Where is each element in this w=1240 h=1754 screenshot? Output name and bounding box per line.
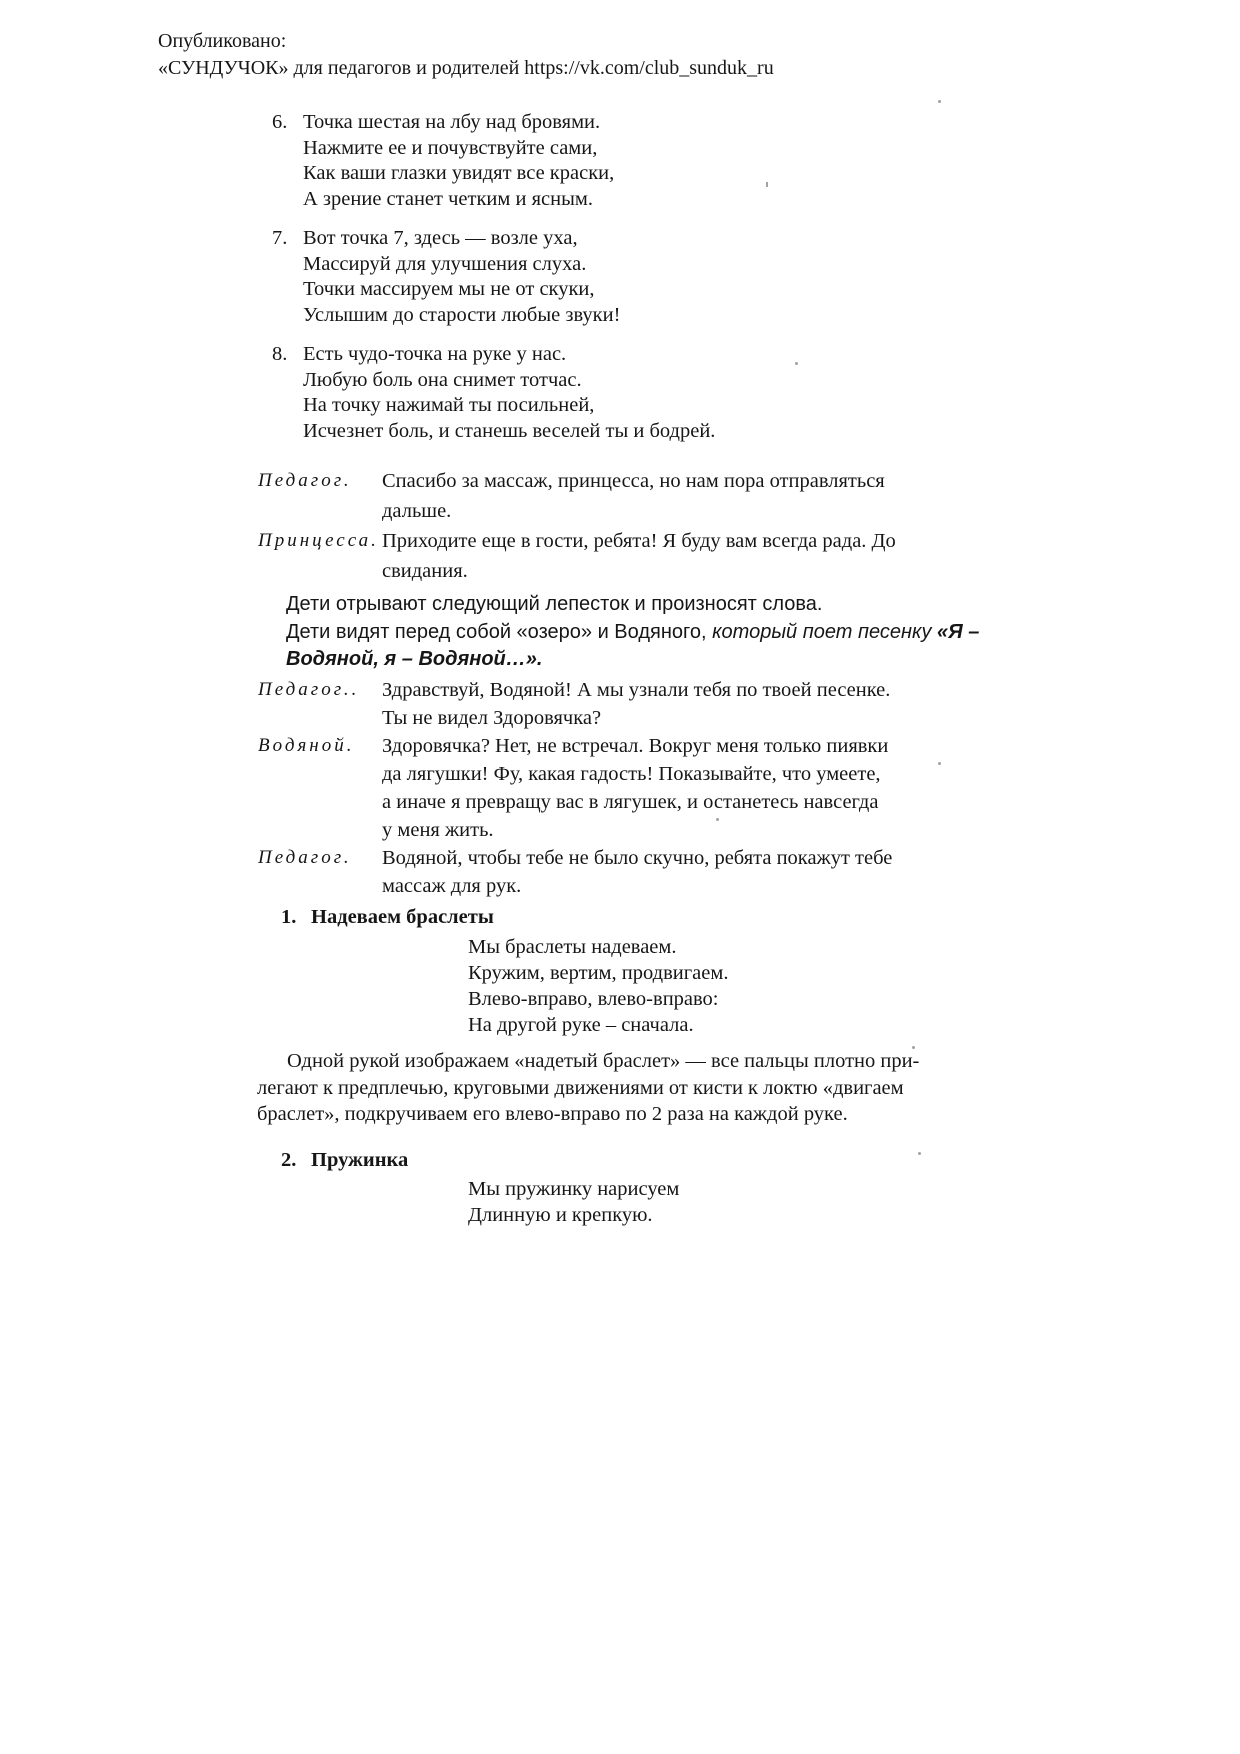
- poem-line: Любую боль она снимет тотчас.: [303, 368, 582, 391]
- dialogue-row: [258, 844, 892, 900]
- speaker-label-vodyanoy: Водяной.: [258, 735, 355, 756]
- poem-item-lines: [303, 342, 715, 444]
- published-label: Опубликовано:: [158, 30, 287, 52]
- poem-item-number: 8.: [272, 343, 288, 365]
- publication-header: [158, 28, 774, 82]
- dialogue-line: дальше.: [382, 500, 452, 522]
- speaker-label-pedagog: Педагог.: [258, 470, 352, 491]
- dialogue-line: а иначе я превращу вас в лягушек, и останетесь навсегда: [382, 791, 879, 813]
- poem-item-lines: [303, 110, 614, 212]
- poem-line: На точку нажимай ты посильней,: [303, 394, 595, 416]
- poem-item-number: 7.: [272, 227, 288, 249]
- exercise-title: Пружинка: [311, 1149, 409, 1171]
- dialogue-row: [258, 676, 892, 732]
- poem-line: Точки массируем мы не от скуки,: [303, 278, 595, 300]
- verse-line: Мы пружинку нарисуем: [468, 1178, 680, 1200]
- dialogue-line: свидания.: [382, 560, 468, 582]
- verse-line: Мы браслеты надеваем.: [468, 936, 677, 958]
- dialogue-text: [382, 526, 896, 586]
- stage-text-italic: который поет песенку: [712, 620, 937, 643]
- scan-speck: [938, 762, 941, 765]
- scan-speck: [918, 1152, 921, 1155]
- song-quote-end: Водяной, я – Водяной…».: [286, 648, 543, 670]
- stage-directions: [286, 591, 979, 674]
- dialogue-line: Здравствуй, Водяной! А мы узнали тебя по твоей песенке.: [382, 679, 891, 701]
- paragraph-line: Одной рукой изображаем «надетый браслет» — все пальцы плотно при-: [287, 1050, 920, 1072]
- scan-speck: [766, 182, 768, 187]
- poem-item-lines: [303, 226, 620, 328]
- verse-line: Длинную и крепкую.: [468, 1204, 653, 1226]
- exercise-1-verse: [468, 934, 728, 1038]
- exercise-number: 1.: [281, 906, 297, 928]
- stage-text-normal: Дети видят перед собой «озеро» и Водяного,: [286, 620, 713, 643]
- dialogue-line: Здоровячка? Нет, не встречал. Вокруг меня только пиявки: [382, 735, 889, 757]
- verse-line: На другой руке – сначала.: [468, 1014, 694, 1036]
- dialogue-text: [382, 466, 885, 526]
- exercise-2-verse: [468, 1176, 679, 1228]
- poem-line: Услышим до старости любые звуки!: [303, 303, 621, 326]
- dialogue-text: [382, 844, 892, 900]
- dialogue-line: Ты не видел Здоровячка?: [382, 707, 602, 729]
- poem-line: Нажмите ее и почувствуйте сами,: [303, 136, 598, 159]
- poem-item-6: [272, 110, 715, 212]
- verse-line: Кружим, вертим, продвигаем.: [468, 962, 729, 984]
- exercise-1-heading: [281, 906, 494, 929]
- poem-item-number: 6.: [272, 111, 288, 133]
- poem-line: Массируй для улучшения слуха.: [303, 252, 587, 275]
- poem-line: Точка шестая на лбу над бровями.: [303, 111, 601, 133]
- poem-line: Как ваши глазки увидят все краски,: [303, 162, 615, 184]
- dialogue-row: [258, 526, 896, 586]
- scan-speck: [938, 100, 941, 103]
- scan-speck: [716, 818, 719, 821]
- scan-speck: [912, 1046, 915, 1049]
- poem-line: Исчезнет боль, и станешь веселей ты и бодрей.: [303, 419, 716, 442]
- dialogue-line: Приходите еще в гости, ребята! Я буду вам всегда рада. До: [382, 530, 896, 552]
- poem-line: А зрение станет четким и ясным.: [303, 187, 593, 210]
- massage-poem-list: [272, 110, 715, 458]
- dialogue-line: у меня жить.: [382, 819, 494, 841]
- stage-direction-line: [286, 646, 979, 674]
- stage-direction-line: [286, 619, 979, 647]
- dialogue-block-vodyanoy: [258, 676, 892, 900]
- dialogue-text: [382, 732, 888, 844]
- dialogue-row: [258, 732, 892, 844]
- dialogue-row: [258, 466, 896, 526]
- song-quote-start: «Я –: [937, 620, 980, 643]
- exercise-number: 2.: [281, 1149, 297, 1171]
- dialogue-block-princess: [258, 466, 896, 586]
- dialogue-line: да лягушки! Фу, какая гадость! Показывайте, что умеете,: [382, 763, 881, 785]
- stage-direction-line: Дети отрывают следующий лепесток и произносят слова.: [286, 593, 823, 615]
- dialogue-line: массаж для рук.: [382, 875, 522, 897]
- exercise-2-heading: [281, 1149, 408, 1172]
- scan-speck: [795, 362, 798, 365]
- verse-line: Влево-вправо, влево-вправо:: [468, 988, 719, 1010]
- dialogue-text: [382, 676, 890, 732]
- speaker-label-pedagog: Педагог..: [258, 679, 360, 700]
- paragraph-line: браслет», подкручиваем его влево-вправо по 2 раза на каждой руке.: [257, 1103, 848, 1125]
- dialogue-line: Водяной, чтобы тебе не было скучно, ребята покажут тебе: [382, 847, 893, 869]
- paragraph-line: легают к предплечью, круговыми движениями от кисти к локтю «двигаем: [257, 1076, 904, 1099]
- speaker-label-princessa: Принцесса.: [258, 530, 379, 551]
- poem-line: Вот точка 7, здесь — возле уха,: [303, 227, 578, 249]
- exercise-1-description: [257, 1048, 919, 1128]
- speaker-label-pedagog: Педагог.: [258, 847, 352, 868]
- poem-line: Есть чудо-точка на руке у нас.: [303, 343, 567, 365]
- publication-source-line: «СУНДУЧОК» для педагогов и родителей https://vk.com/club_sunduk_ru: [158, 57, 774, 79]
- poem-item-7: [272, 226, 715, 328]
- dialogue-line: Спасибо за массаж, принцесса, но нам пора отправляться: [382, 470, 885, 492]
- poem-item-8: [272, 342, 715, 444]
- exercise-title: Надеваем браслеты: [311, 906, 494, 928]
